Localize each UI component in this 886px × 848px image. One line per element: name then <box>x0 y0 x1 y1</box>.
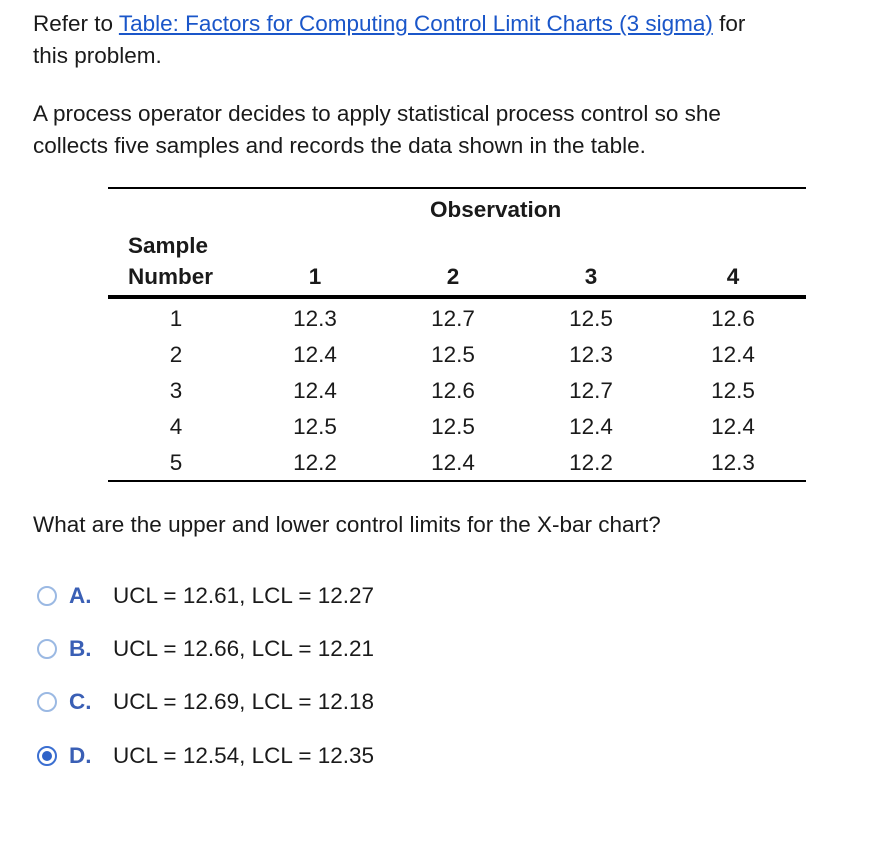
table-cell: 12.5 <box>569 306 613 331</box>
option-c[interactable] <box>37 685 374 719</box>
table-cell: 12.4 <box>711 414 755 439</box>
intro-paragraph <box>33 8 863 72</box>
radio-a-icon[interactable] <box>37 586 57 606</box>
sample-number-header <box>128 230 213 292</box>
column-header-3: 3 <box>584 264 598 289</box>
option-a[interactable] <box>37 579 374 613</box>
column-header-1: 1 <box>308 264 322 289</box>
table-cell: 12.7 <box>569 378 613 403</box>
table-cell: 12.2 <box>569 450 613 475</box>
table-cell: 12.3 <box>293 306 337 331</box>
table-cell: 12.4 <box>293 378 337 403</box>
sample-header-line1: Sample <box>128 233 209 258</box>
observation-header: Observation <box>430 197 562 222</box>
question-text: What are the upper and lower control limits for the X-bar chart? <box>33 512 661 537</box>
column-header-4: 4 <box>726 264 740 289</box>
table-cell: 12.6 <box>431 378 475 403</box>
table-header-rule <box>108 295 806 299</box>
sample-number-cell: 2 <box>169 342 183 367</box>
option-d-letter: D. <box>69 743 92 768</box>
intro-prefix: Refer to <box>33 11 119 36</box>
radio-d-icon[interactable] <box>37 746 57 766</box>
radio-b-icon[interactable] <box>37 639 57 659</box>
sample-number-cell: 3 <box>169 378 183 403</box>
table-cell: 12.4 <box>569 414 613 439</box>
factors-table-link[interactable]: Table: Factors for Computing Control Limit Charts (3 sigma) <box>118 11 713 36</box>
sample-number-cell: 4 <box>169 414 183 439</box>
option-b-letter: B. <box>69 636 92 661</box>
description-line1: A process operator decides to apply statistical process control so she <box>33 101 721 126</box>
option-b[interactable] <box>37 632 374 666</box>
option-a-letter: A. <box>69 583 92 608</box>
description-paragraph <box>33 98 863 162</box>
option-d-text: UCL = 12.54, LCL = 12.35 <box>113 743 375 768</box>
option-c-text: UCL = 12.69, LCL = 12.18 <box>113 689 375 714</box>
table-cell: 12.5 <box>431 342 475 367</box>
radio-c-icon[interactable] <box>37 692 57 712</box>
table-cell: 12.5 <box>431 414 475 439</box>
intro-suffix: for <box>712 11 746 36</box>
table-cell: 12.7 <box>431 306 475 331</box>
table-cell: 12.5 <box>711 378 755 403</box>
sample-number-cell: 5 <box>169 450 183 475</box>
description-line2: collects five samples and records the data shown in the table. <box>33 133 646 158</box>
table-cell: 12.3 <box>711 450 755 475</box>
sample-number-cell: 1 <box>169 306 183 331</box>
option-b-text: UCL = 12.66, LCL = 12.21 <box>113 636 375 661</box>
table-top-rule <box>108 187 806 189</box>
intro-suffix-line2: this problem. <box>33 43 162 68</box>
table-cell: 12.3 <box>569 342 613 367</box>
table-cell: 12.4 <box>293 342 337 367</box>
table-bottom-rule <box>108 480 806 482</box>
sample-header-line2: Number <box>128 264 214 289</box>
table-cell: 12.4 <box>711 342 755 367</box>
option-d[interactable] <box>37 739 374 773</box>
table-cell: 12.2 <box>293 450 337 475</box>
table-cell: 12.6 <box>711 306 755 331</box>
column-header-2: 2 <box>446 264 460 289</box>
option-a-text: UCL = 12.61, LCL = 12.27 <box>113 583 375 608</box>
option-c-letter: C. <box>69 689 92 714</box>
table-cell: 12.5 <box>293 414 337 439</box>
table-cell: 12.4 <box>431 450 475 475</box>
